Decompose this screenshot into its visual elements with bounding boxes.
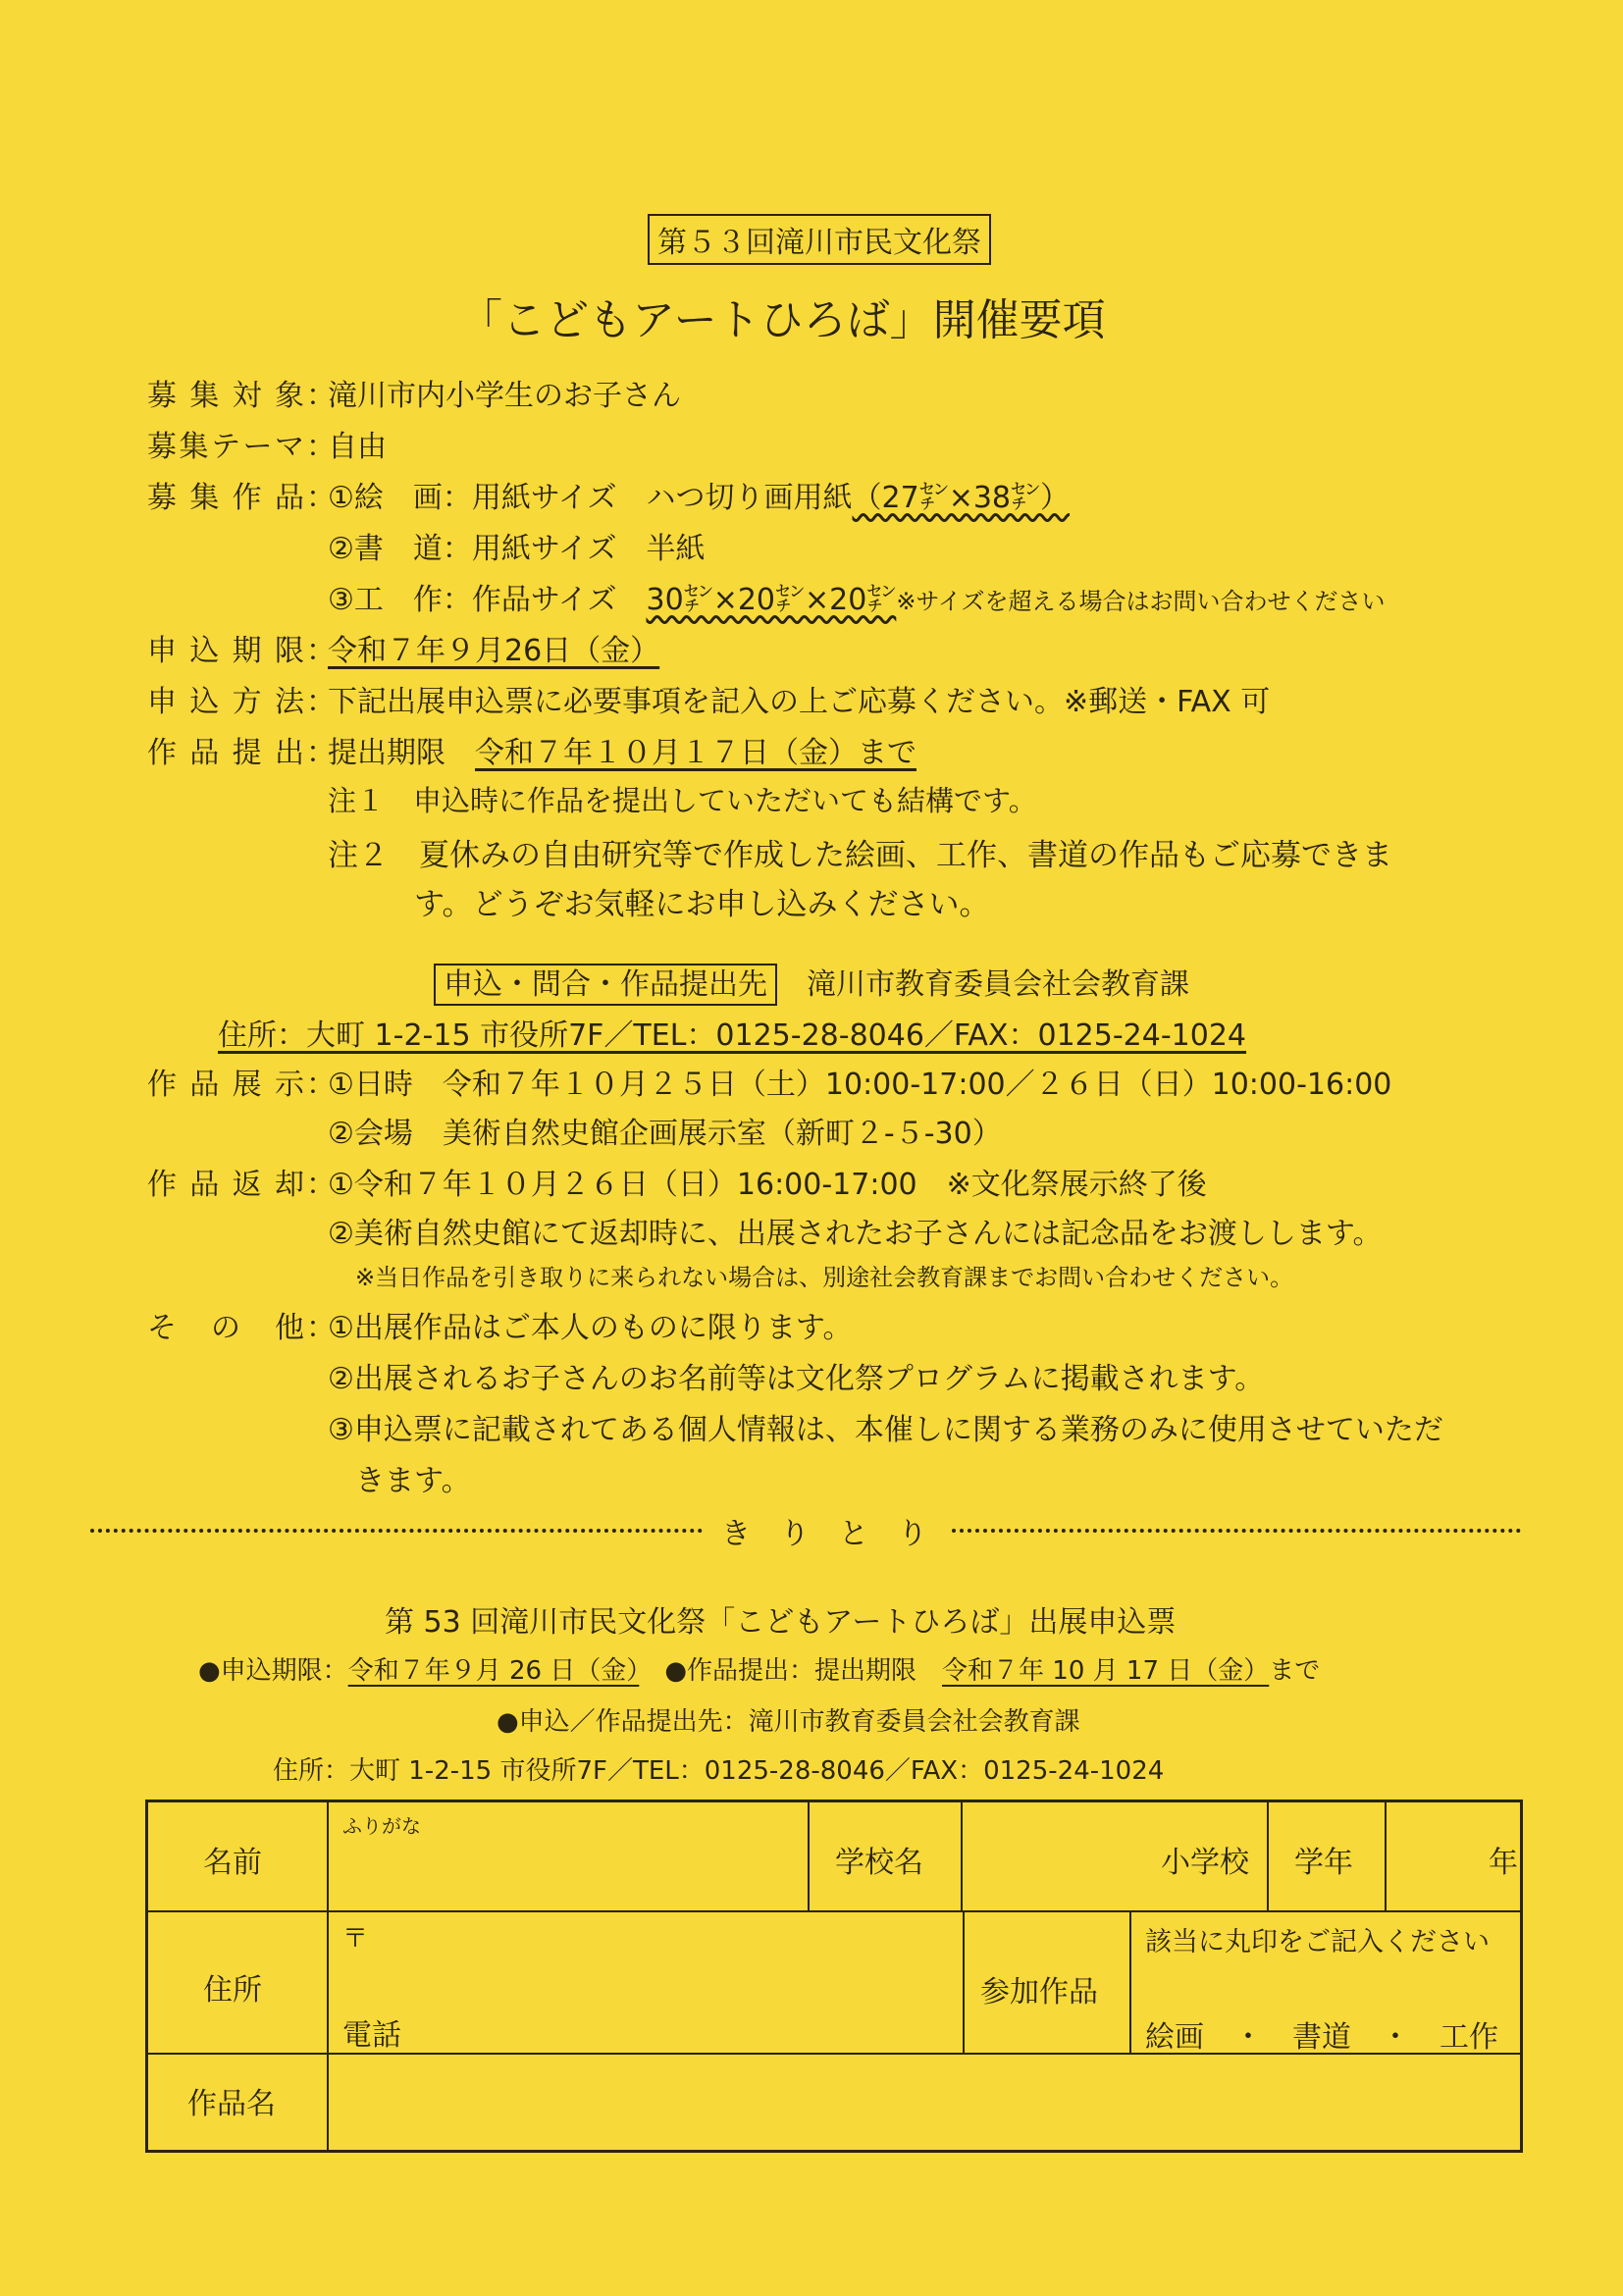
return-line-2: ②美術自然史館にて返却時に、出展されたお子さんには記念品をお渡しします。 [328, 1217, 1383, 1251]
spec: ハつ切り画用紙 [646, 481, 853, 515]
row-divider [148, 1910, 1520, 1912]
submit-lead: 提出期限 [328, 736, 445, 770]
submit-prefix: ●作品提出：提出期限 [664, 1656, 917, 1686]
num: ③ [328, 583, 354, 617]
note-text: 夏休みの自由研究等で作成した絵画、工作、書道の作品もご応募できま [419, 838, 1392, 873]
return-line-1: ①令和７年１０月２６日（日）16:00-17:00 ※文化祭展示終了後 [328, 1168, 1207, 1202]
spec: 半紙 [646, 532, 706, 566]
submit-value-line [328, 728, 916, 771]
phone-label: 電話 [342, 2018, 401, 2053]
form-deadline: 令和７年９月 26 日（金） [347, 1656, 640, 1686]
size: （27㌢×38㌢） [852, 481, 1070, 515]
address-label: 住所 [203, 1973, 262, 2008]
deadline-label: 申込期限 [147, 634, 304, 668]
col-divider [808, 1802, 810, 1910]
theme-label: 募集テーマ [147, 430, 304, 464]
colon: ： [306, 685, 336, 719]
colon: ： [306, 1168, 336, 1202]
num: ① [328, 481, 354, 515]
page-title: 「こどもアートひろば」開催要項 [459, 295, 1106, 345]
other-line-3: ③申込票に記載されてある個人情報は、本催しに関する業務のみに使用させていただ [328, 1413, 1443, 1447]
other-line-1: ①出展作品はご本人のものに限ります。 [328, 1311, 853, 1345]
entry-label: 参加作品 [980, 1975, 1098, 2009]
name-input[interactable] [331, 1842, 804, 1906]
method-label: 申込方法 [147, 685, 304, 719]
submit-value: 令和７年１０月１７日（金）まで [475, 736, 916, 770]
works-item-1: ①絵 画：用紙サイズ ハつ切り画用紙（27㌢×38㌢） [328, 481, 1070, 515]
size: 30㌢×20㌢×20㌢ [646, 583, 897, 617]
furigana-label: ふりがな [342, 1814, 421, 1838]
target-label: 募集対象 [147, 379, 304, 413]
submit-note-1 [328, 779, 1037, 819]
contact-tag: 申込・問合・作品提出先 [434, 964, 777, 1006]
form-deadline-line [198, 1650, 1320, 1687]
theme-value: 自由 [328, 430, 387, 464]
return-note: ※当日作品を引き取りに来られない場合は、別途社会教育課までお問い合わせください。 [355, 1264, 1294, 1291]
target-value: 滝川市内小学生のお子さん [328, 379, 681, 413]
exhibit-line-1: ①日時 令和７年１０月２５日（土）10:00-17:00／２６日（日）10:00-16:00 [328, 1068, 1392, 1102]
contact-org: 滝川市教育委員会社会教育課 [807, 967, 1189, 1002]
exhibit-line-2: ②会場 美術自然史館企画展示室（新町２-５-30） [328, 1117, 1002, 1151]
colon: ： [306, 1068, 336, 1102]
other-line-2: ②出展されるお子さんのお名前等は文化祭プログラムに掲載されます。 [328, 1362, 1265, 1396]
note-tag: 注２ [328, 838, 389, 873]
submit-note-2 [328, 830, 1392, 874]
name: 絵 画 [353, 481, 443, 515]
works-item-2: ②書 道：用紙サイズ 半紙 [328, 532, 706, 566]
spec-label: 作品サイズ [471, 583, 617, 617]
col-divider [327, 1802, 329, 2150]
col-divider [961, 1802, 963, 1910]
colon: ： [306, 379, 336, 413]
col-divider [1129, 1910, 1131, 2053]
submit-suffix: まで [1269, 1656, 1321, 1686]
work-name-input[interactable] [331, 2056, 1516, 2148]
size-note: ※サイズを超える場合はお問い合わせください [896, 588, 1386, 615]
deadline-value: 令和７年９月26日（金） [328, 634, 660, 668]
entry-note: 該当に丸印をご記入ください [1145, 1927, 1490, 1957]
other-label: そ の 他 [147, 1311, 304, 1345]
school-suffix: 小学校 [1161, 1846, 1249, 1880]
contact-address: 住所：大町 1-2-15 市役所7F／TEL：0125-28-8046／FAX：0125-24-1024 [218, 1018, 1247, 1053]
return-label: 作品返却 [147, 1168, 304, 1202]
form-submit: 令和７年 10 月 17 日（金） [942, 1656, 1270, 1686]
colon: ： [306, 736, 336, 770]
note-text: 申込時に作品を提出していただいても結構です。 [413, 784, 1037, 817]
postal-mark: 〒 [342, 1924, 369, 1954]
cut-line-left [90, 1529, 703, 1533]
cut-label: き り と り [721, 1517, 927, 1551]
name: 書 道 [353, 532, 443, 566]
exhibit-label: 作品展示 [147, 1068, 304, 1102]
form-title: 第 53 回滝川市民文化祭「こどもアートひろば」出展申込票 [385, 1605, 1177, 1640]
col-divider [1267, 1802, 1269, 1910]
col-divider [1385, 1802, 1387, 1910]
spec-label: 用紙サイズ [471, 481, 617, 515]
application-table [145, 1800, 1523, 2153]
colon: ： [306, 430, 336, 464]
method-value: 下記出展申込票に必要事項を記入の上ご応募ください。※郵送・FAX 可 [328, 685, 1271, 719]
form-address: 住所：大町 1-2-15 市役所7F／TEL：0125-28-8046／FAX：0125-24-1024 [273, 1756, 1165, 1786]
contact-line [434, 960, 1189, 1003]
form-dest: ●申込／作品提出先：滝川市教育委員会社会教育課 [497, 1707, 1080, 1737]
num: ② [328, 532, 354, 566]
work-name-label: 作品名 [187, 2087, 276, 2121]
spec-label: 用紙サイズ [471, 532, 617, 566]
cut-line-right [952, 1529, 1521, 1533]
colon: ： [306, 481, 336, 515]
entry-options[interactable]: 絵画 ・ 書道 ・ 工作 [1145, 2020, 1498, 2055]
col-divider [963, 1910, 965, 2053]
submit-label: 作品提出 [147, 736, 304, 770]
note-tag: 注１ [328, 784, 386, 817]
grade-label: 学年 [1294, 1846, 1353, 1880]
works-label: 募集作品 [147, 481, 304, 515]
name: 工 作 [353, 583, 443, 617]
name-label: 名前 [203, 1846, 262, 1880]
works-item-3: ③工 作：作品サイズ 30㌢×20㌢×20㌢※サイズを超える場合はお問い合わせください [328, 583, 1386, 617]
festival-tag: 第５３回滝川市民文化祭 [648, 214, 991, 265]
colon: ： [306, 1311, 336, 1345]
deadline-prefix: ●申込期限： [198, 1656, 348, 1686]
submit-note-2-cont: す。どうぞお気軽にお申し込みください。 [414, 887, 990, 922]
colon: ： [306, 634, 336, 668]
other-line-3-cont: きます。 [355, 1464, 471, 1498]
school-label: 学校名 [835, 1846, 923, 1880]
grade-suffix: 年 [1489, 1846, 1518, 1880]
